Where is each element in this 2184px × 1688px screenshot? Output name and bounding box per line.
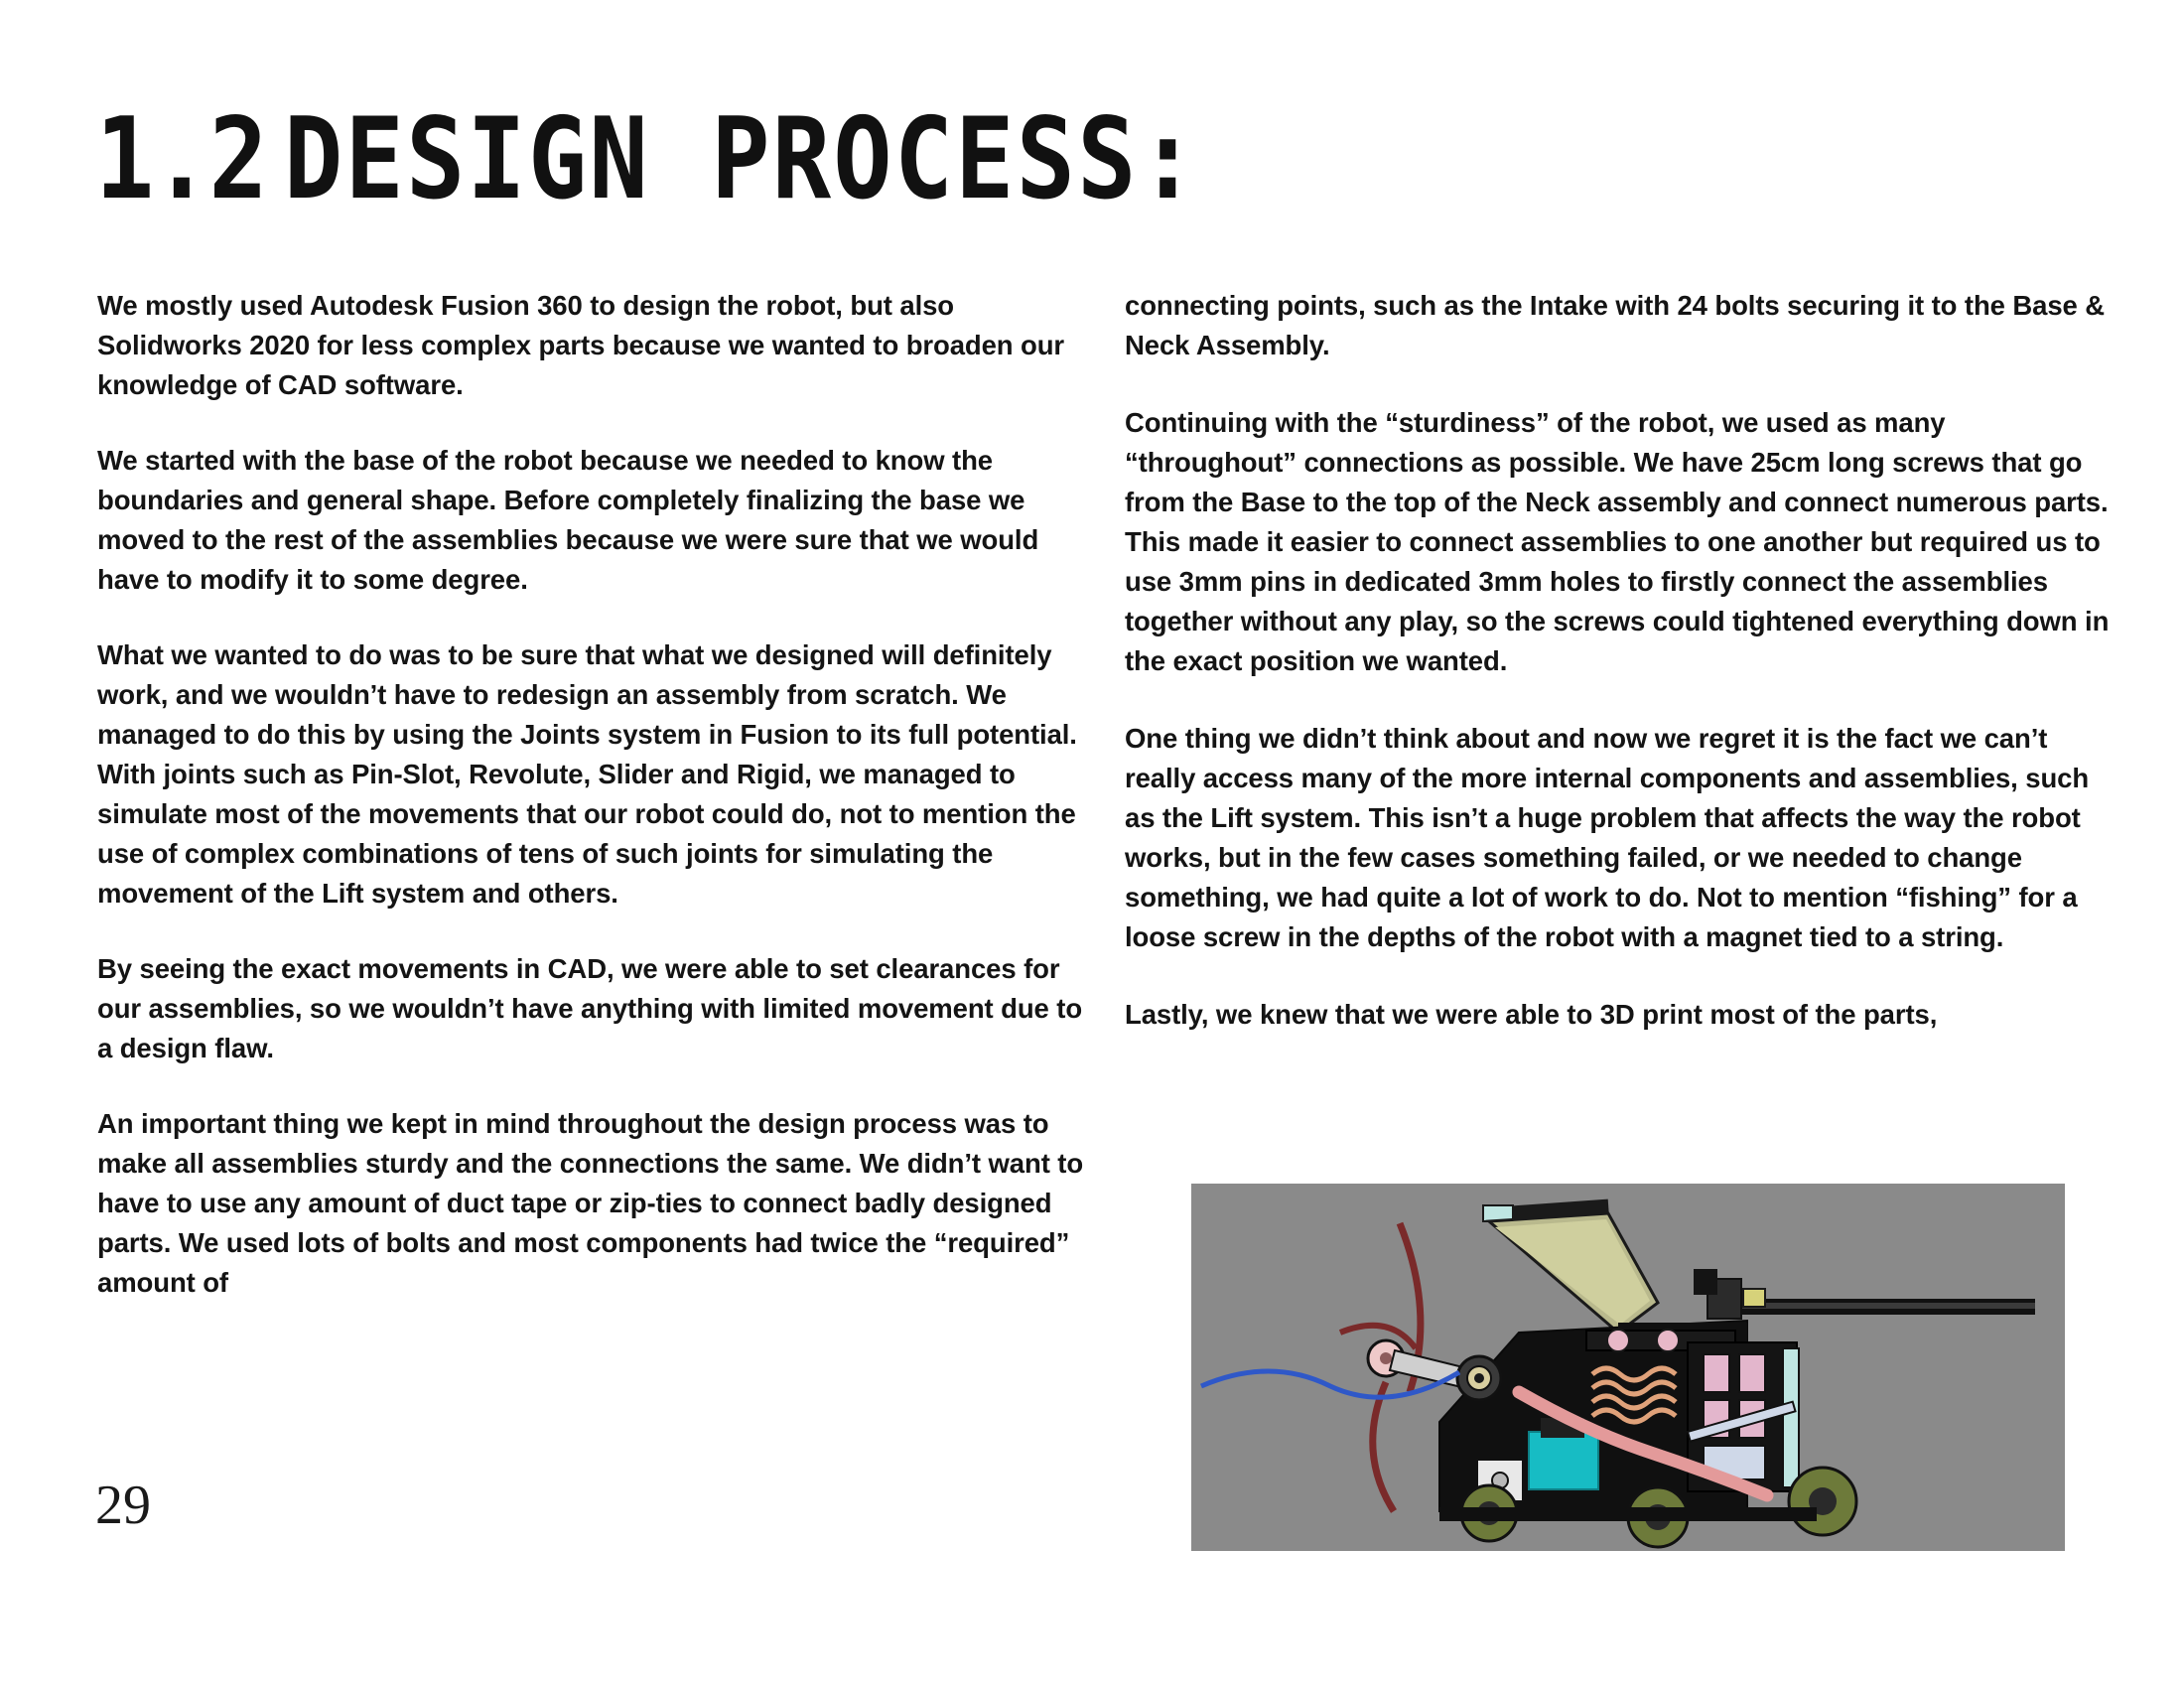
cad-cross-section-render — [1191, 1184, 2065, 1551]
left-column — [97, 286, 1090, 1338]
paragraph: By seeing the exact movements in CAD, we were able to set clearances for our assemblies, so we wouldn’t have anything with limited movement due to a design flaw. — [97, 953, 1083, 1063]
base-bar — [1439, 1507, 1817, 1521]
paragraph: We started with the base of the robot because we needed to know the boundaries and general shape. Before completely finalizing the base we moved to the rest of the assemblies because we were sure that we would have to modify it to some degree. — [97, 445, 1039, 595]
paragraph: Continuing with the “sturdiness” of the robot, we used as many “throughout” connections as possible. We have 25cm long screws that go from the Base to the top of the Neck assembly and connect numerous parts. This made it easier to connect assemblies to one another but required us to use 3mm pins in dedicated 3mm holes to firstly connect the assemblies together without any play, so the screws could tightened everything down in the exact position we wanted. — [1125, 407, 2110, 676]
paragraph: One thing we didn’t think about and now we regret it is the fact we can’t really access many of the more internal components and assemblies, such as the Lift system. This isn’t a huge problem that affects the way the robot works, but in the few cases something failed, or we needed to change something, we had quite a lot of work to do. Not to mention “fishing” for a loose screw in the depths of the robot with a magnet tied to a string. — [1125, 723, 2090, 952]
cad-render-svg — [1191, 1184, 2065, 1551]
section-number: 1.2 — [95, 93, 266, 224]
page-title: DESIGN PROCESS: — [283, 93, 1200, 224]
section-heading — [95, 93, 1200, 224]
paragraph: An important thing we kept in mind throughout the design process was to make all assemblies sturdy and the connections the same. We didn’t want to have to use any amount of duct tape or zip-ties to connect badly designed parts. We used lots of bolts and most components had twice the “required” amount of — [97, 1108, 1084, 1298]
paragraph: We mostly used Autodesk Fusion 360 to design the robot, but also Solidworks 2020 for less complex parts because we wanted to broaden our knowledge of CAD software. — [97, 290, 1065, 400]
paragraph: Lastly, we knew that we were able to 3D print most of the parts, — [1125, 999, 1938, 1030]
paragraph: connecting points, such as the Intake with 24 bolts securing it to the Base & Neck Assembly. — [1125, 290, 2106, 360]
right-column — [1125, 286, 2117, 1072]
page-number: 29 — [95, 1475, 151, 1536]
teal-module — [1529, 1432, 1598, 1489]
paragraph: What we wanted to do was to be sure that what we designed will definitely work, and we wouldn’t have to redesign an assembly from scratch. We managed to do this by using the Joints system in Fusion to its full potential. With joints such as Pin-Slot, Revolute, Slider and Rigid, we managed to simulate most of the movements that our robot could do, not to mention the use of complex combinations of tens of such joints for simulating the movement of the Lift system and others. — [97, 639, 1077, 909]
